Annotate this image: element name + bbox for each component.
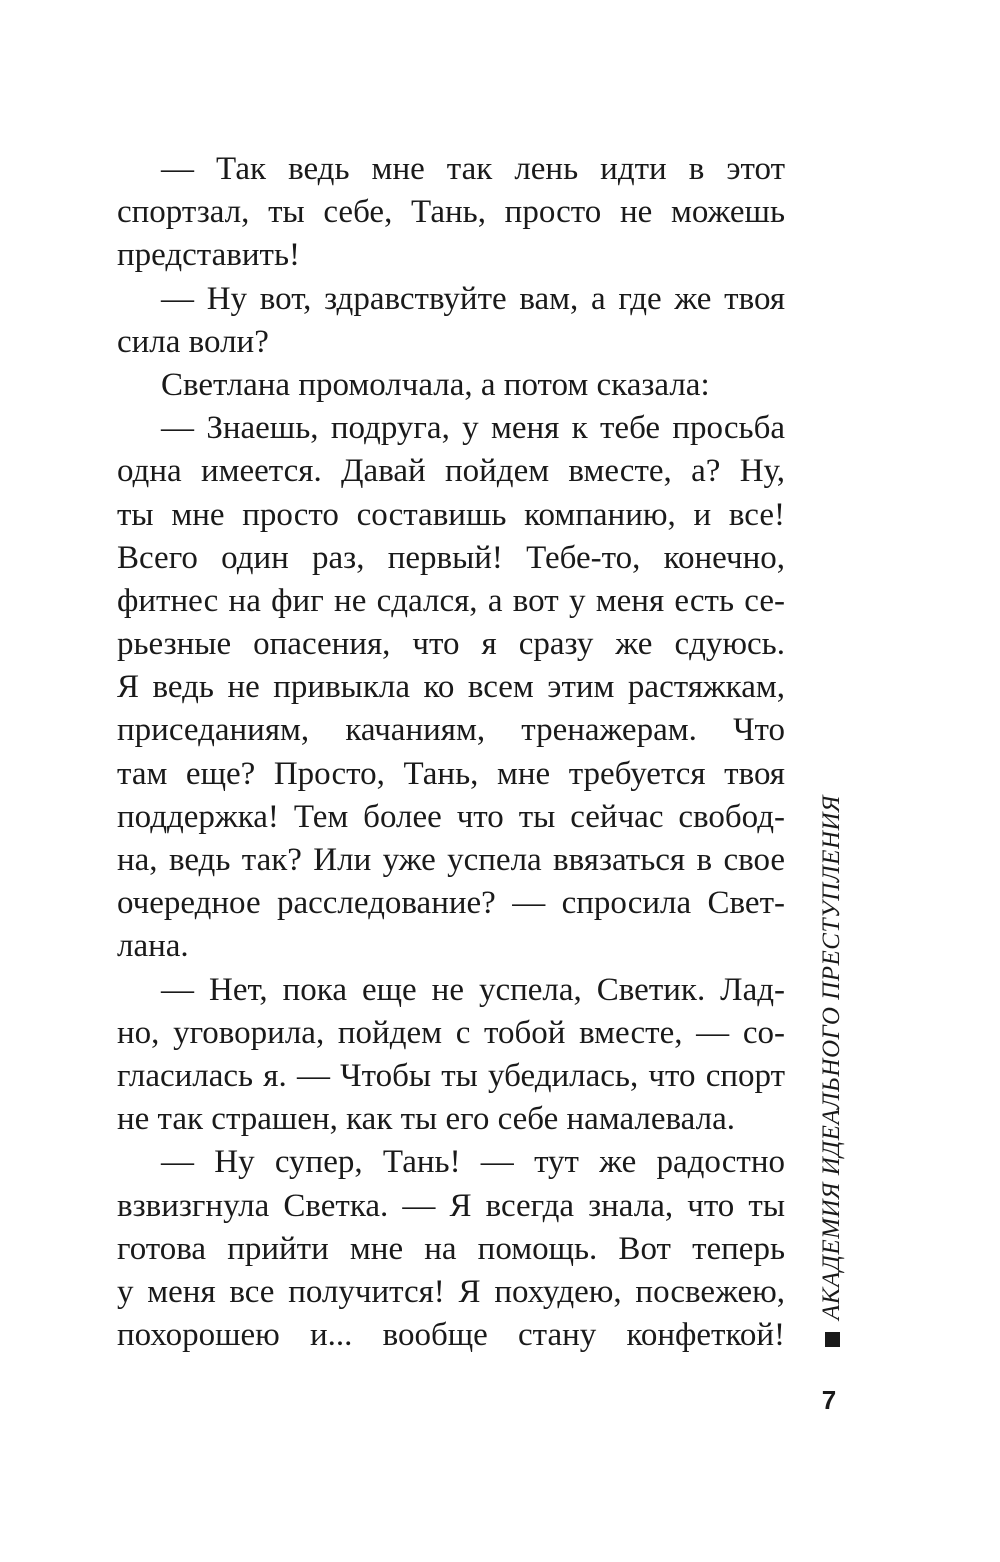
text-line: на, ведь так? Или уже успела ввязаться в свое: [117, 842, 785, 878]
text-line: — Ну супер, Тань! — тут же радостно: [161, 1144, 785, 1181]
text-line: но, уговорила, пойдем с тобой вместе, — со-: [117, 1014, 785, 1051]
text-line: представить!: [117, 237, 300, 274]
text-line: Всего один раз, первый! Тебе-то, конечно,: [117, 539, 785, 576]
text-line: — Знаешь, подруга, у меня к тебе просьба: [161, 410, 785, 447]
text-line: лана.: [117, 928, 189, 965]
text-line: у меня все получится! Я похудею, посвежею,: [117, 1273, 785, 1310]
text-line: сила воли?: [117, 323, 269, 360]
text-line: там еще? Просто, Тань, мне требуется твоя: [117, 755, 785, 792]
square-marker-icon: [825, 1332, 840, 1347]
running-head-title: АКАДЕМИЯ ИДЕАЛЬНОГО ПРЕСТУПЛЕНИЯ: [818, 795, 845, 1321]
text-line: — Так ведь мне так лень идти в этот: [161, 151, 785, 187]
text-line: взвизгнула Светка. — Я всегда знала, что ты: [117, 1187, 785, 1224]
body-text: [117, 148, 785, 1357]
text-line: похорошею и... вообще стану конфеткой!: [117, 1317, 785, 1354]
text-line: — Нет, пока еще не успела, Светик. Лад-: [161, 971, 785, 1008]
page-number: 7: [821, 1385, 837, 1415]
text-line: приседаниям, качаниям, тренажерам. Что: [117, 712, 785, 749]
text-line: фитнес на фиг не сдался, а вот у меня есть се-: [117, 582, 785, 619]
text-line: ты мне просто составишь компанию, и все!: [117, 496, 785, 533]
text-line: Я ведь не привыкла ко всем этим растяжкам,: [117, 669, 785, 706]
text-line: гласилась я. — Чтобы ты убедилась, что спорт: [117, 1057, 785, 1094]
text-line: спортзал, ты себе, Тань, просто не можешь: [117, 194, 785, 231]
text-line: поддержка! Тем более что ты сейчас свобод-: [117, 798, 785, 835]
text-line: не так страшен, как ты его себе намалевала.: [117, 1101, 735, 1138]
text-line: — Ну вот, здравствуйте вам, а где же твоя: [161, 280, 785, 317]
text-line: очередное расследование? — спросила Свет-: [117, 885, 785, 922]
text-line: рьезные опасения, что я сразу же сдуюсь.: [117, 626, 785, 663]
running-head: [815, 795, 849, 1365]
text-line: готова прийти мне на помощь. Вот теперь: [117, 1230, 785, 1267]
text-line: одна имеется. Давай пойдем вместе, а? Ну,: [117, 453, 785, 490]
text-line: Светлана промолчала, а потом сказала:: [161, 366, 710, 403]
